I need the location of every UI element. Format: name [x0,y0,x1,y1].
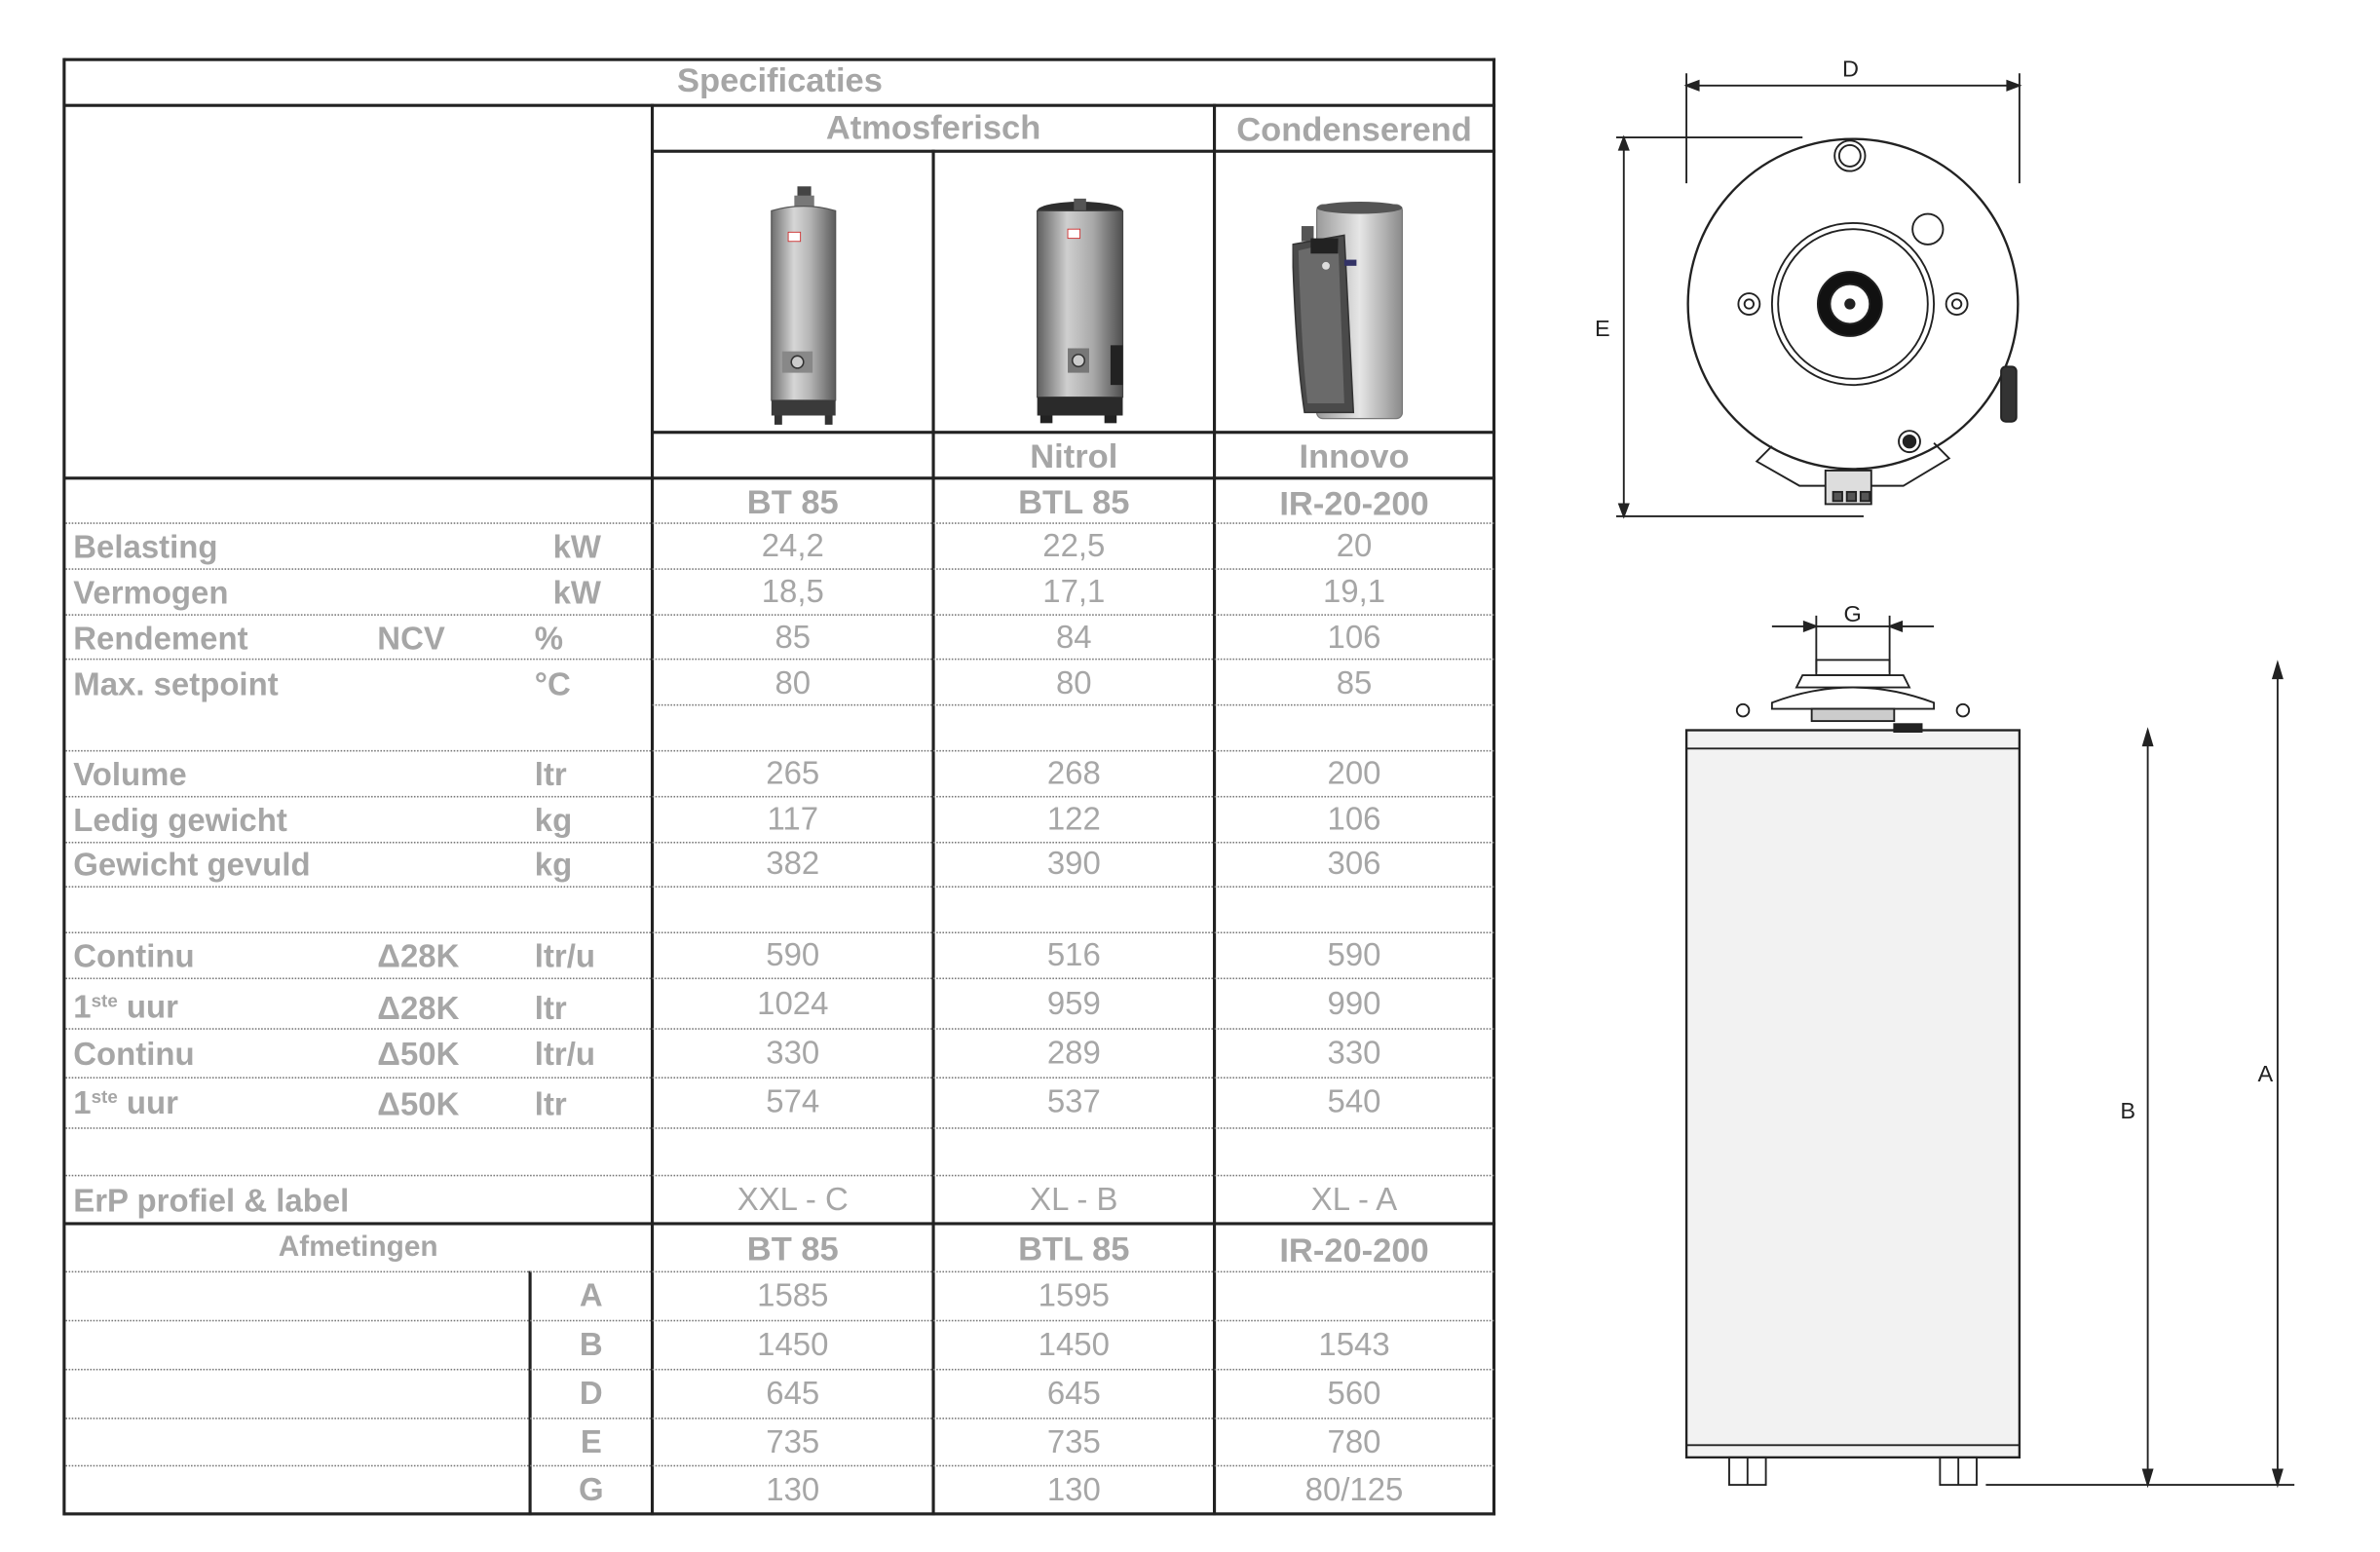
spec-value: 85 [774,620,812,656]
spec-label-sup: ste [91,990,118,1012]
dim-value: 1585 [757,1278,829,1314]
row-line [65,1320,1493,1322]
row-line [65,1369,1493,1371]
spec-label: Continu [73,1037,195,1073]
spec-value: 289 [1046,1036,1101,1072]
row-line [65,1028,1493,1030]
dim-value: 1450 [757,1327,829,1363]
spec-label-num: 1 [73,990,92,1026]
row-line [65,1127,1493,1129]
dim-value: 130 [1046,1472,1101,1508]
row-line [65,1465,1493,1467]
spec-value: 1024 [757,986,829,1022]
spec-value: 106 [1327,802,1381,838]
model-header-bt85: BT 85 [746,482,839,521]
spec-value: 540 [1327,1084,1381,1120]
row-line [65,886,1493,888]
dim-value: 645 [766,1376,820,1412]
spec-label [73,1087,178,1119]
erp-value: XL - A [1310,1182,1398,1218]
header-divider [64,476,1495,479]
btl85-heater-image [1031,196,1128,425]
spec-label: Vermogen [73,576,229,612]
erp-label: ErP profiel & label [73,1184,350,1220]
dim-value: 560 [1327,1376,1381,1412]
spec-unit: °C [534,667,571,703]
spec-value: 537 [1046,1084,1101,1120]
dim-value: 130 [766,1472,820,1508]
dim-value: 1543 [1318,1327,1390,1363]
group-atmosferisch: Atmosferisch [825,108,1041,147]
table-border-left [62,58,65,1516]
spec-value: 122 [1046,802,1101,838]
spec-value: 265 [766,756,820,792]
spec-value: 330 [766,1036,820,1072]
spec-value: 959 [1046,986,1101,1022]
spec-value: 18,5 [761,574,824,610]
dim-label-e: E [1594,315,1610,341]
spec-value: 306 [1327,846,1381,882]
dim-value: 735 [766,1424,820,1461]
table-title: Specificaties [676,60,883,99]
spec-unit: ltr [534,757,567,793]
top-view-drawing [1573,46,2062,535]
spec-value: 85 [1336,665,1373,701]
row-line [65,1175,1493,1177]
spec-label-rest: uur [117,1085,178,1121]
model-header-btl85: BTL 85 [1018,482,1130,521]
spec-value: 22,5 [1042,528,1106,564]
spec-value: 106 [1327,620,1381,656]
row-line [653,704,1494,706]
group-divider [653,150,1496,153]
row-line [65,1271,1493,1273]
row-line [65,659,1493,661]
spec-unit: ltr/u [534,939,596,975]
spec-value: 24,2 [761,528,824,564]
spec-label: Continu [73,939,195,975]
spec-unit: kW [552,576,602,612]
dim-label-a: A [2257,1061,2274,1087]
afmetingen-divider [64,1222,1495,1225]
spec-unit: kg [534,803,573,839]
dim-value: 1450 [1038,1327,1110,1363]
spec-value: 84 [1055,620,1092,656]
spec-label-sup: ste [91,1085,118,1108]
spec-unit: ltr [534,991,567,1027]
erp-value: XXL - C [737,1182,849,1218]
spec-value: 330 [1327,1036,1381,1072]
row-line [65,750,1493,752]
subname-nitrol: Nitrol [1030,436,1118,475]
spec-value: 20 [1336,528,1373,564]
spec-label: Belasting [73,530,218,566]
image-divider [653,431,1496,434]
subname-innovo: Innovo [1299,436,1410,475]
row-line [65,842,1493,844]
spec-label: Gewicht gevuld [73,848,311,884]
spec-value: 268 [1046,756,1101,792]
spec-label: Ledig gewicht [73,803,287,839]
spec-value: 17,1 [1042,574,1106,610]
spec-qualifier: Δ50K [377,1087,460,1123]
dim-key: B [579,1327,603,1363]
spec-label-rest: uur [117,990,178,1026]
dim-value: 645 [1046,1376,1101,1412]
erp-value: XL - B [1030,1182,1118,1218]
dim-value: 780 [1327,1424,1381,1461]
side-view-drawing [1665,596,2322,1497]
row-line [65,614,1493,616]
afmetingen-title: Afmetingen [278,1230,438,1264]
spec-label-num: 1 [73,1085,92,1121]
spec-value: 590 [766,937,820,973]
spec-unit: kg [534,848,573,884]
row-line [65,931,1493,933]
row-line [65,1418,1493,1420]
row-line [65,978,1493,980]
table-border-bottom [64,1512,1495,1515]
dim-key: G [579,1472,604,1508]
dim-value: 735 [1046,1424,1101,1461]
spec-label: Max. setpoint [73,667,279,703]
spec-qualifier: Δ50K [377,1037,460,1073]
dim-key: D [579,1376,603,1412]
spec-value: 117 [767,802,819,838]
spec-value: 382 [766,846,820,882]
dim-label-g: G [1843,601,1862,627]
model-header-btl85: BTL 85 [1018,1230,1130,1268]
model-header-ir20200: IR-20-200 [1279,484,1429,523]
spec-unit: kW [552,530,602,566]
dim-label-d: D [1842,56,1859,82]
spec-qualifier: NCV [377,622,445,658]
group-condenserend: Condenserend [1236,109,1472,149]
model-header-bt85: BT 85 [746,1230,839,1268]
spec-unit: % [534,622,564,658]
row-line [65,796,1493,798]
model-header-ir20200: IR-20-200 [1279,1230,1429,1270]
spec-value: 80 [774,665,812,701]
spec-value: 574 [766,1084,820,1120]
spec-qualifier: Δ28K [377,939,460,975]
spec-value: 80 [1055,665,1092,701]
spec-value: 990 [1327,986,1381,1022]
dim-value: 1595 [1038,1278,1110,1314]
spec-value: 19,1 [1322,574,1386,610]
spec-unit: ltr [534,1087,567,1123]
dim-value: 80/125 [1304,1472,1404,1508]
spec-qualifier: Δ28K [377,991,460,1027]
row-line [65,522,1493,524]
row-line [65,568,1493,570]
spec-label: Rendement [73,622,248,658]
spec-label: Volume [73,757,187,793]
dim-key: E [580,1424,602,1461]
title-divider [64,104,1495,107]
row-line [65,1077,1493,1079]
bt85-heater-image [764,183,844,428]
spec-value: 590 [1327,937,1381,973]
spec-value: 390 [1046,846,1101,882]
spec-value: 516 [1046,937,1101,973]
innovo-heater-image [1293,199,1415,425]
spec-unit: ltr/u [534,1037,596,1073]
dim-label-b: B [2120,1097,2136,1123]
spec-label [73,992,178,1024]
spec-value: 200 [1327,756,1381,792]
dim-key: A [579,1278,603,1314]
